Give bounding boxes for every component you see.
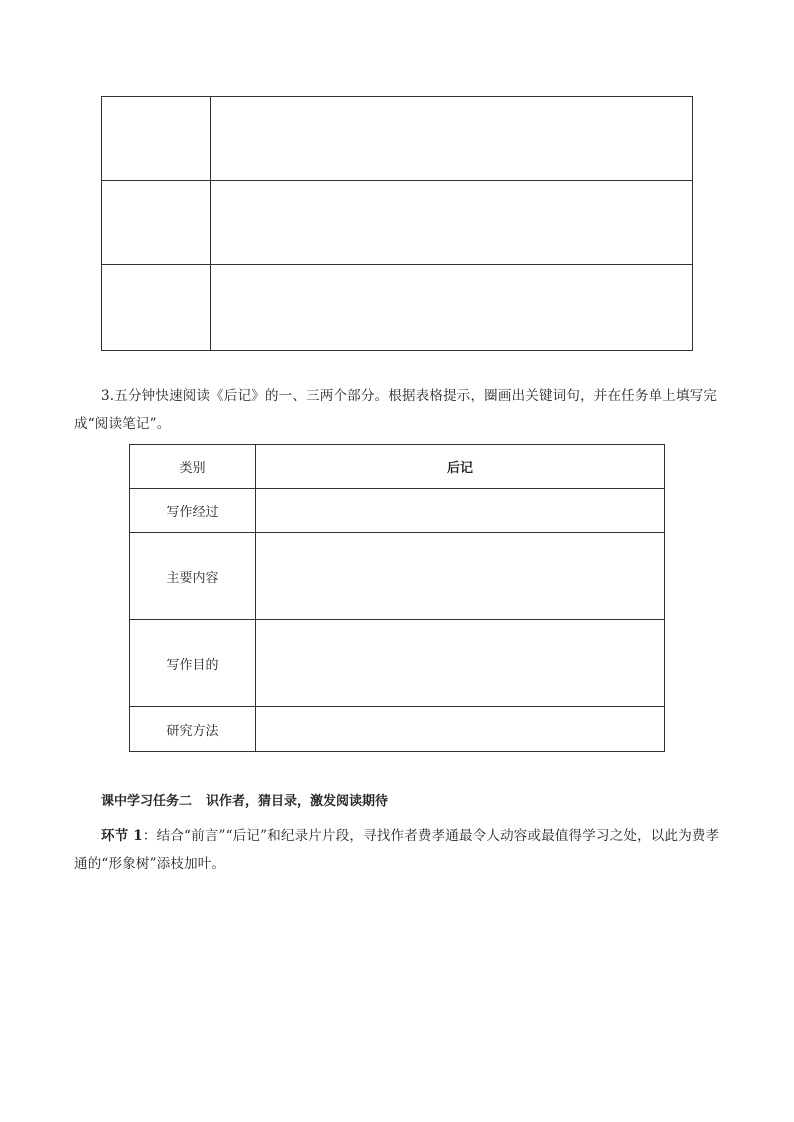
top-table-row (102, 265, 693, 351)
header-category: 类别 (130, 445, 256, 489)
header-afterword: 后记 (256, 445, 665, 489)
top-table (101, 96, 693, 351)
row-label: 写作经过 (130, 489, 256, 533)
question-3-text: 3.五分钟快速阅读《后记》的一、三两个部分。根据表格提示，圈画出关键词句，并在任务单上填写完成“阅读笔记”。 (74, 388, 718, 432)
table-row (130, 707, 665, 752)
top-table-cell-label (102, 97, 211, 181)
top-table-cell-value (211, 181, 693, 265)
top-table-cell-value (211, 97, 693, 181)
step-1-text: ：结合“前言”“后记”和纪录片片段，寻找作者费孝通最令人动容或最值得学习之处，以此为费孝通的“形象树”添枝加叶。 (74, 828, 720, 872)
top-table-row (102, 97, 693, 181)
reading-notes-table (129, 444, 665, 752)
task-2-title: 课中学习任务二 (101, 794, 193, 809)
top-table-cell-value (211, 265, 693, 351)
table-row (130, 489, 665, 533)
table-header-row (130, 445, 665, 489)
row-value (256, 620, 665, 707)
step-1-label: 环节 1 (101, 828, 143, 844)
task-2-subtitle: 识作者，猜目录，激发阅读期待 (206, 794, 389, 809)
top-table-cell-label (102, 181, 211, 265)
row-value (256, 707, 665, 752)
top-table-cell-label (102, 265, 211, 351)
row-label: 主要内容 (130, 533, 256, 620)
task-2-heading (101, 790, 388, 814)
top-table-row (102, 181, 693, 265)
row-label: 研究方法 (130, 707, 256, 752)
row-value (256, 533, 665, 620)
row-label: 写作目的 (130, 620, 256, 707)
question-3-paragraph (74, 382, 724, 438)
row-value (256, 489, 665, 533)
table-row (130, 620, 665, 707)
step-1-paragraph (74, 822, 724, 878)
table-row (130, 533, 665, 620)
